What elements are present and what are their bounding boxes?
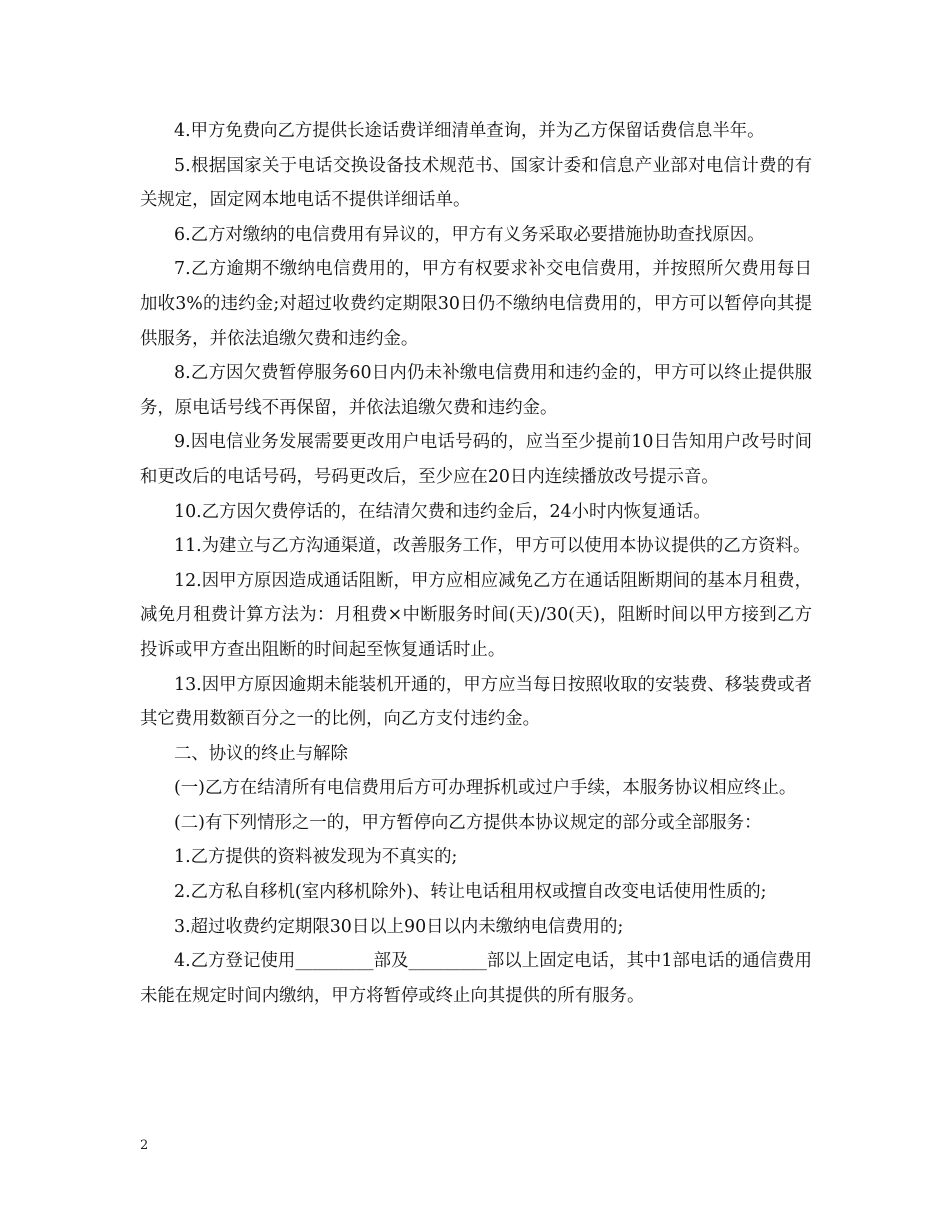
paragraph: 4.甲方免费向乙方提供长途话费详细清单查询，并为乙方保留话费信息半年。 bbox=[174, 121, 765, 141]
paragraph: 13.因甲方原因逾期未能装机开通的，甲方应当每日按照收取的安装费、移装费或者其它费用数额百分之一的比例，向乙方支付违约金。 bbox=[140, 674, 812, 730]
page-number: 2 bbox=[140, 1138, 149, 1153]
paragraph: 7.乙方逾期不缴纳电信费用的，甲方有权要求补交电信费用，并按照所欠费用每日加收3%的违约金;对超过收费约定期限30日仍不缴纳电信费用的，甲方可以暂停向其提供服务，并依法追缴欠费和违约金。 bbox=[140, 259, 812, 349]
paragraph: 9.因电信业务发展需要更改用户电话号码的，应当至少提前10日告知用户改号时间和更改后的电话号码，号码更改后，至少应在20日内连续播放改号提示音。 bbox=[140, 432, 812, 487]
paragraph: 8.乙方因欠费暂停服务60日内仍未补缴电信费用和违约金的，甲方可以终止提供服务，原电话号线不再保留，并依法追缴欠费和违约金。 bbox=[140, 363, 812, 418]
list-item: 4.乙方登记使用_________部及_________部以上固定电话，其中1部电话的通信费用未能在规定时间内缴纳，甲方将暂停或终止向其提供的所有服务。 bbox=[140, 951, 812, 1006]
paragraph: (一)乙方在结清所有电信费用后方可办理拆机或过户手续，本服务协议相应终止。 bbox=[174, 778, 797, 799]
paragraph: 5.根据国家关于电话交换设备技术规范书、国家计委和信息产业部对电信计费的有关规定，固定网本地电话不提供详细话单。 bbox=[140, 155, 812, 211]
paragraph: 10.乙方因欠费停话的，在结清欠费和违约金后，24小时内恢复通话。 bbox=[174, 501, 711, 522]
list-item: 2.乙方私自移机(室内移机除外)、转让电话租用权或擅自改变电话使用性质的; bbox=[174, 882, 767, 903]
paragraph: 6.乙方对缴纳的电信费用有异议的，甲方有义务采取必要措施协助查找原因。 bbox=[174, 224, 765, 245]
paragraph: 11.为建立与乙方沟通渠道，改善服务工作，甲方可以使用本协议提供的乙方资料。 bbox=[174, 536, 811, 557]
list-item: 1.乙方提供的资料被发现为不真实的; bbox=[174, 847, 458, 868]
paragraph: 12.因甲方原因造成通话阻断，甲方应相应减免乙方在通话阻断期间的基本月租费，减免月租费计算方法为：月租费×中断服务时间(天)/30(天)，阻断时间以甲方接到乙方投诉或甲方查出阻断的时间起至恢复通话时止。 bbox=[140, 570, 812, 660]
paragraph: (二)有下列情形之一的，甲方暂停向乙方提供本协议规定的部分或全部服务： bbox=[174, 812, 762, 833]
list-item: 3.超过收费约定期限30日以上90日以内未缴纳电信费用的; bbox=[174, 916, 624, 937]
section-heading: 二、协议的终止与解除 bbox=[174, 743, 348, 764]
document-body bbox=[140, 114, 812, 1013]
